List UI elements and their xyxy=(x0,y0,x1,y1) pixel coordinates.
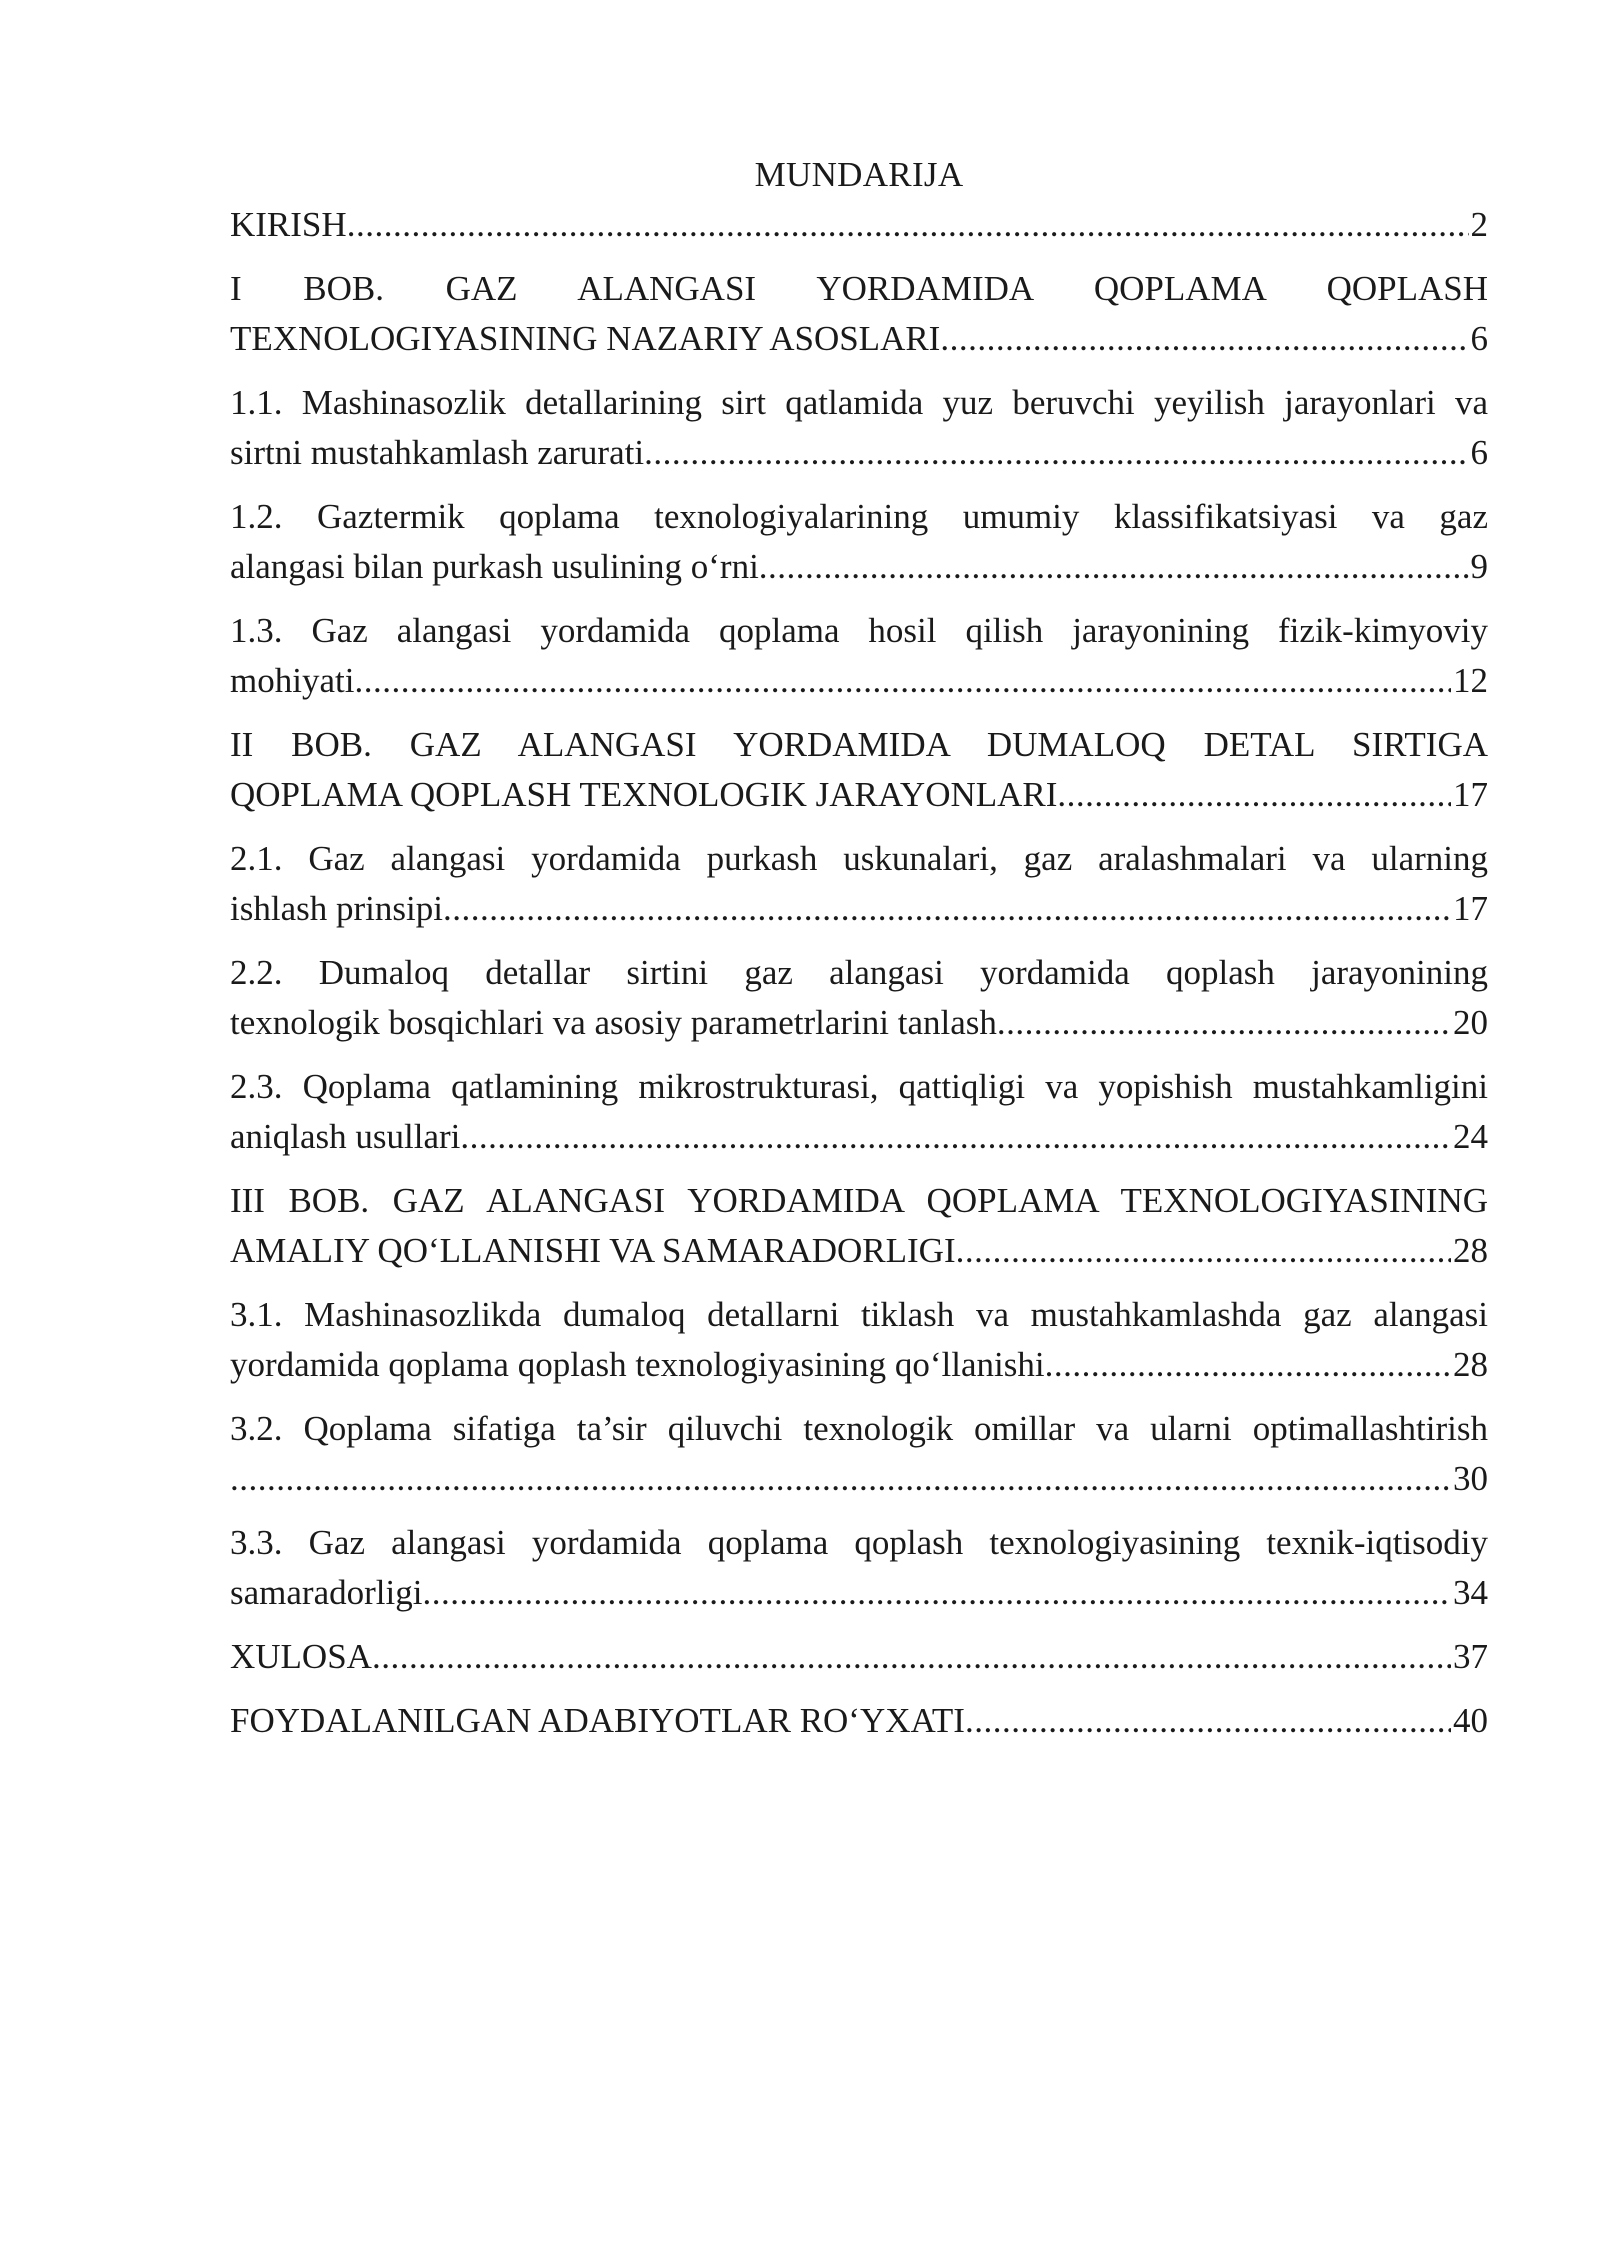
toc-entry-chapter-2[interactable] xyxy=(230,720,1488,820)
toc-entry-section-1-3[interactable] xyxy=(230,606,1488,706)
dot-leader xyxy=(940,314,1468,364)
toc-entry-title: FOYDALANILGAN ADABIYOTLAR RO‘YXATI xyxy=(230,1701,965,1740)
toc-entry-title: KIRISH xyxy=(230,205,347,244)
dot-leader xyxy=(1045,1340,1451,1390)
toc-entry-xulosa[interactable] xyxy=(230,1632,1488,1682)
toc-entry-title-line2: samaradorligi xyxy=(230,1573,423,1612)
toc-entry-section-3-3[interactable] xyxy=(230,1518,1488,1618)
toc-entry-title-line1: 1.2. Gaztermik qoplama texnologiyalarining umumiy klassifikatsiyasi va gaz xyxy=(230,497,1488,536)
toc-entry-line xyxy=(230,200,1488,250)
toc-page-number: 28 xyxy=(1453,1345,1488,1384)
toc-page-number: 2 xyxy=(1470,205,1488,244)
dot-leader xyxy=(965,1696,1451,1746)
toc-entry-line xyxy=(230,1454,1488,1504)
dot-leader xyxy=(354,656,1451,706)
toc-entry-line xyxy=(230,884,1488,934)
document-page xyxy=(230,150,1488,1760)
toc-entry-line xyxy=(230,1696,1488,1746)
toc-entry-title-line2: TEXNOLOGIYASINING NAZARIY ASOSLARI xyxy=(230,319,941,358)
toc-entry-line xyxy=(230,770,1488,820)
toc-page-number: 34 xyxy=(1453,1573,1488,1612)
dot-leader xyxy=(460,1112,1451,1162)
toc-entry-kirish[interactable] xyxy=(230,200,1488,250)
toc-entry-title-line1: 2.3. Qoplama qatlamining mikrostrukturasi, qattiqligi va yopishish mustahkamligini xyxy=(230,1067,1488,1106)
toc-page-number: 28 xyxy=(1453,1231,1488,1270)
toc-entry-line xyxy=(230,1568,1488,1618)
dot-leader xyxy=(347,200,1469,250)
toc-entry-title: XULOSA xyxy=(230,1637,372,1676)
toc-entry-section-2-3[interactable] xyxy=(230,1062,1488,1162)
toc-entry-title-line2: yordamida qoplama qoplash texnologiyasining qo‘llanishi xyxy=(230,1345,1045,1384)
toc-page-number: 40 xyxy=(1453,1701,1488,1740)
toc-entry-title-line2: alangasi bilan purkash usulining o‘rni xyxy=(230,547,759,586)
toc-entry-title-line2: ishlash prinsipi xyxy=(230,889,443,928)
toc-entry-title-line2: AMALIY QO‘LLANISHI VA SAMARADORLIGI xyxy=(230,1231,956,1270)
dot-leader xyxy=(422,1568,1451,1618)
toc-entry-chapter-3[interactable] xyxy=(230,1176,1488,1276)
toc-entry-title-line1: 2.2. Dumaloq detallar sirtini gaz alangasi yordamida qoplash jarayonining xyxy=(230,953,1488,992)
toc-entry-line xyxy=(230,656,1488,706)
toc-entry-line xyxy=(230,1632,1488,1682)
toc-entry-line xyxy=(230,1112,1488,1162)
dot-leader xyxy=(443,884,1451,934)
toc-page-number: 30 xyxy=(1453,1459,1488,1498)
toc-entry-title-line1: 3.3. Gaz alangasi yordamida qoplama qoplash texnologiyasining texnik-iqtisodiy xyxy=(230,1523,1488,1562)
toc-entry-title-line2: mohiyati xyxy=(230,661,355,700)
toc-entry-title-line1: 2.1. Gaz alangasi yordamida purkash uskunalari, gaz aralashmalari va ularning xyxy=(230,839,1488,878)
toc-page-number: 20 xyxy=(1453,1003,1488,1042)
toc-entry-title-line1: I BOB. GAZ ALANGASI YORDAMIDA QOPLAMA QOPLASH xyxy=(230,269,1488,308)
toc-entry-section-2-2[interactable] xyxy=(230,948,1488,1048)
toc-entry-title-line1: 1.1. Mashinasozlik detallarining sirt qatlamida yuz beruvchi yeyilish jarayonlari va xyxy=(230,383,1488,422)
dot-leader xyxy=(759,542,1469,592)
toc-entry-chapter-1[interactable] xyxy=(230,264,1488,364)
toc-entry-title-line2: texnologik bosqichlari va asosiy parametrlarini tanlash xyxy=(230,1003,997,1042)
toc-page-number: 6 xyxy=(1470,319,1488,358)
toc-page-number: 37 xyxy=(1453,1637,1488,1676)
toc-page-number: 12 xyxy=(1453,661,1488,700)
toc-page-number: 6 xyxy=(1470,433,1488,472)
toc-entry-line xyxy=(230,1340,1488,1390)
toc-list xyxy=(230,200,1488,1746)
toc-entry-title-line1: II BOB. GAZ ALANGASI YORDAMIDA DUMALOQ DETAL SIRTIGA xyxy=(230,725,1488,764)
toc-entry-section-3-2[interactable] xyxy=(230,1404,1488,1504)
toc-entry-line xyxy=(230,542,1488,592)
toc-entry-line xyxy=(230,998,1488,1048)
dot-leader xyxy=(956,1226,1451,1276)
dot-leader xyxy=(372,1632,1451,1682)
toc-entry-line xyxy=(230,1226,1488,1276)
toc-entry-line xyxy=(230,314,1488,364)
toc-entry-bibliography[interactable] xyxy=(230,1696,1488,1746)
dot-leader xyxy=(644,428,1468,478)
toc-entry-section-1-2[interactable] xyxy=(230,492,1488,592)
toc-page-number: 17 xyxy=(1453,889,1488,928)
toc-entry-title-line1: III BOB. GAZ ALANGASI YORDAMIDA QOPLAMA TEXNOLOGIYASINING xyxy=(230,1181,1488,1220)
toc-entry-title-line2: sirtni mustahkamlash zarurati xyxy=(230,433,645,472)
toc-entry-section-2-1[interactable] xyxy=(230,834,1488,934)
toc-title: MUNDARIJA xyxy=(754,155,964,194)
toc-entry-title-line2: QOPLAMA QOPLASH TEXNOLOGIK JARAYONLARI xyxy=(230,775,1058,814)
toc-entry-line xyxy=(230,428,1488,478)
toc-entry-section-3-1[interactable] xyxy=(230,1290,1488,1390)
toc-entry-title-line1: 3.1. Mashinasozlikda dumaloq detallarni tiklash va mustahkamlashda gaz alangasi xyxy=(230,1295,1488,1334)
toc-entry-title-line2: aniqlash usullari xyxy=(230,1117,461,1156)
toc-entry-title-line1: 1.3. Gaz alangasi yordamida qoplama hosil qilish jarayonining fizik-kimyoviy xyxy=(230,611,1488,650)
toc-entry-title-line1: 3.2. Qoplama sifatiga ta’sir qiluvchi texnologik omillar va ularni optimallashtirish xyxy=(230,1409,1488,1448)
toc-entry-section-1-1[interactable] xyxy=(230,378,1488,478)
dot-leader xyxy=(230,1454,1451,1504)
toc-page-number: 17 xyxy=(1453,775,1488,814)
toc-page-number: 9 xyxy=(1470,547,1488,586)
toc-page-number: 24 xyxy=(1453,1117,1488,1156)
dot-leader xyxy=(997,998,1451,1048)
dot-leader xyxy=(1057,770,1451,820)
